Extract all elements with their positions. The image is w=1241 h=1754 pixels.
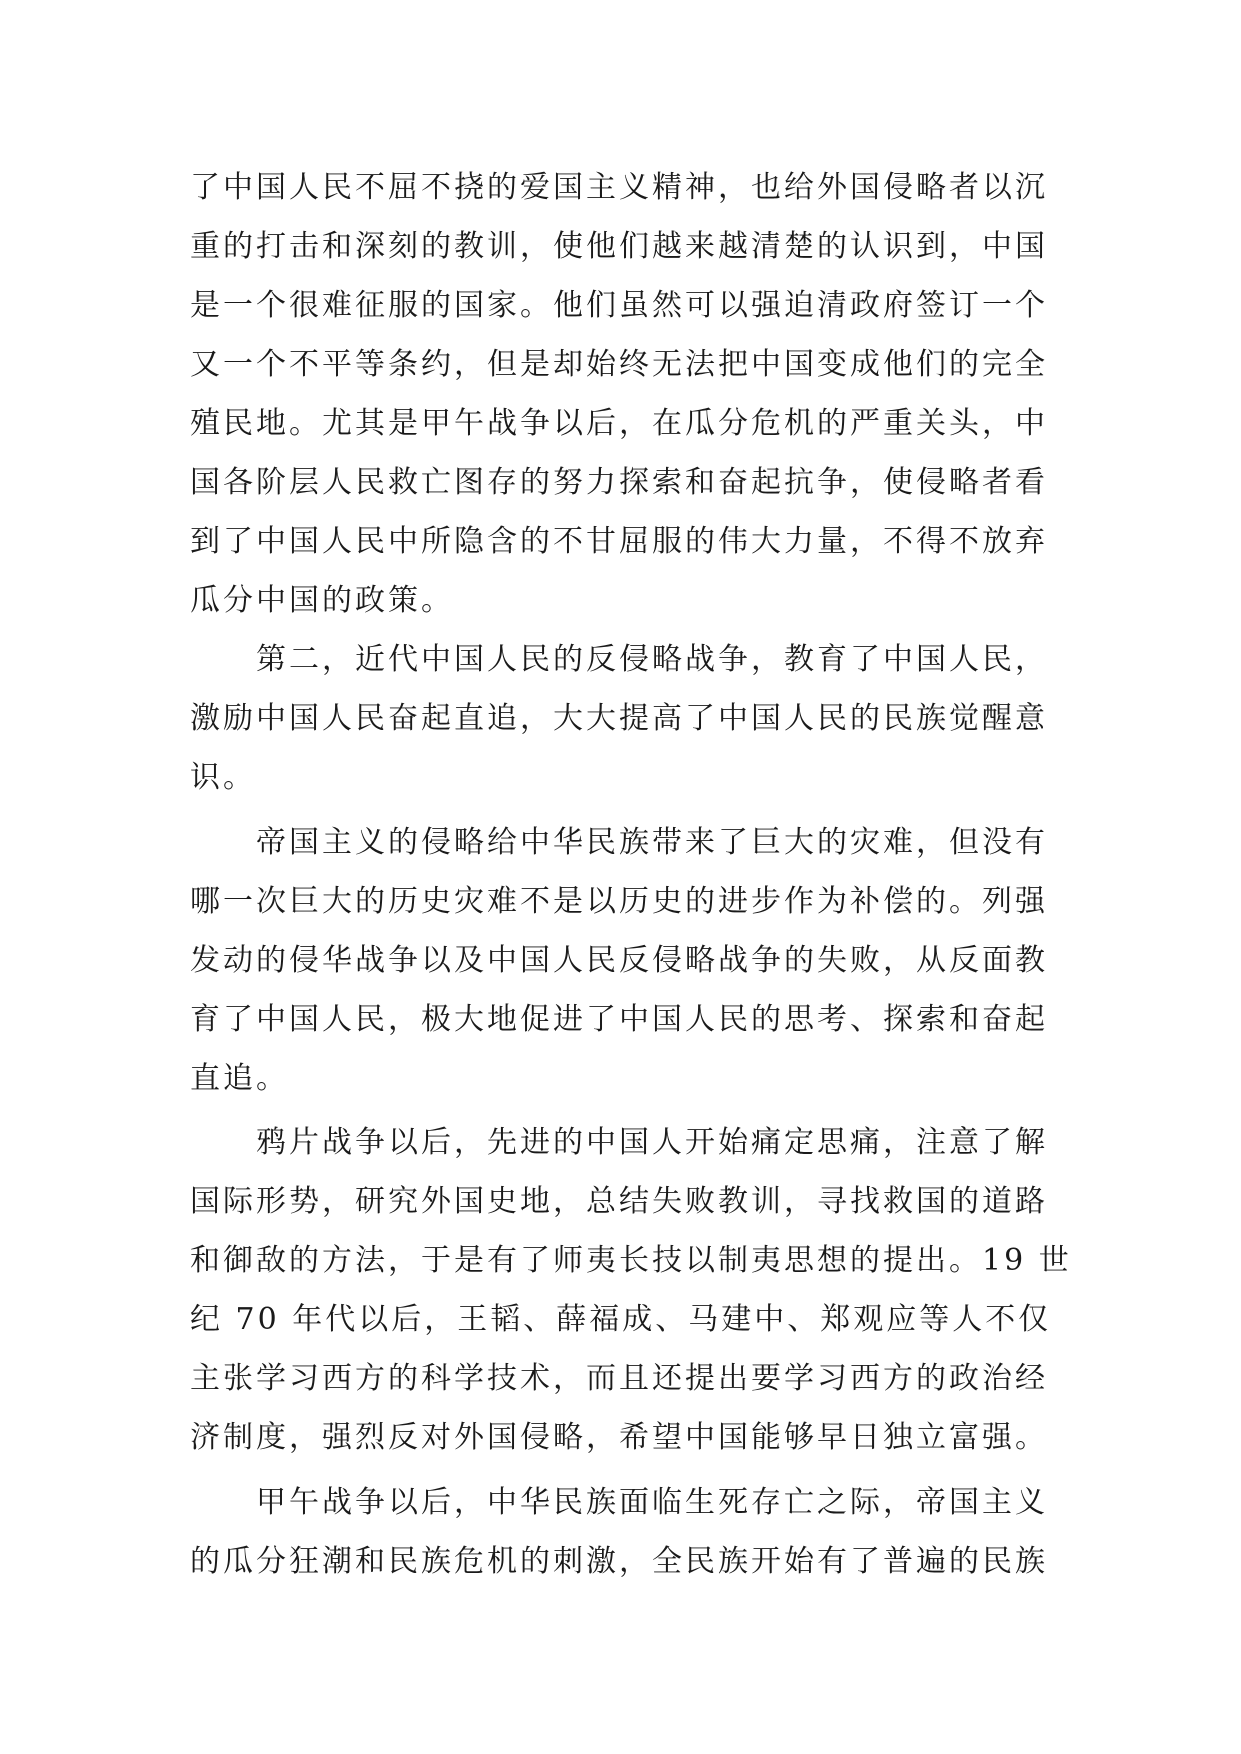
paragraph [190, 1113, 1070, 1467]
text-line: 哪一次巨大的历史灾难不是以历史的进步作为补偿的。列强 [190, 884, 1048, 919]
text-line: 激励中国人民奋起直追，大大提高了中国人民的民族觉醒意 [190, 701, 1048, 736]
text-line: 瓜分中国的政策。 [190, 583, 454, 618]
text-line: 到了中国人民中所隐含的不甘屈服的伟大力量，不得不放弃 [190, 524, 1048, 559]
text-line: 直追。 [190, 1061, 289, 1096]
text-line: 国际形势，研究外国史地，总结失败教训，寻找救国的道路 [190, 1184, 1048, 1219]
text-line: 国各阶层人民救亡图存的努力探索和奋起抗争，使侵略者看 [190, 465, 1048, 500]
text-line: 重的打击和深刻的教训，使他们越来越清楚的认识到，中国 [190, 229, 1048, 264]
text-line: 济制度，强烈反对外国侵略，希望中国能够早日独立富强。 [190, 1420, 1048, 1455]
text-line: 殖民地。尤其是甲午战争以后，在瓜分危机的严重关头，中 [190, 406, 1048, 441]
text-line: 鸦片战争以后，先进的中国人开始痛定思痛，注意了解 [256, 1125, 1048, 1160]
text-line: 的瓜分狂潮和民族危机的刺激，全民族开始有了普遍的民族 [190, 1544, 1048, 1579]
text-line: 帝国主义的侵略给中华民族带来了巨大的灾难，但没有 [256, 825, 1048, 860]
text-line: 发动的侵华战争以及中国人民反侵略战争的失败，从反面教 [190, 943, 1048, 978]
paragraph [190, 158, 1070, 630]
text-line: 是一个很难征服的国家。他们虽然可以强迫清政府签订一个 [190, 288, 1048, 323]
paragraph [190, 630, 1070, 807]
text-line: 育了中国人民，极大地促进了中国人民的思考、探索和奋起 [190, 1002, 1048, 1037]
text-line: 甲午战争以后，中华民族面临生死存亡之际，帝国主义 [256, 1485, 1048, 1520]
body-text [190, 158, 1070, 1591]
paragraph [190, 1473, 1070, 1591]
text-line: 识。 [190, 760, 256, 795]
text-line: 纪 70 年代以后，王韬、薛福成、马建中、郑观应等人不仅 [190, 1302, 1052, 1337]
text-line: 了中国人民不屈不挠的爱国主义精神，也给外国侵略者以沉 [190, 170, 1048, 205]
paragraph [190, 813, 1070, 1108]
text-line: 又一个不平等条约，但是却始终无法把中国变成他们的完全 [190, 347, 1048, 382]
text-line: 和御敌的方法，于是有了师夷长技以制夷思想的提出。19 世 [190, 1243, 1072, 1278]
text-line: 主张学习西方的科学技术，而且还提出要学习西方的政治经 [190, 1361, 1048, 1396]
text-line: 第二，近代中国人民的反侵略战争，教育了中国人民， [256, 642, 1048, 677]
